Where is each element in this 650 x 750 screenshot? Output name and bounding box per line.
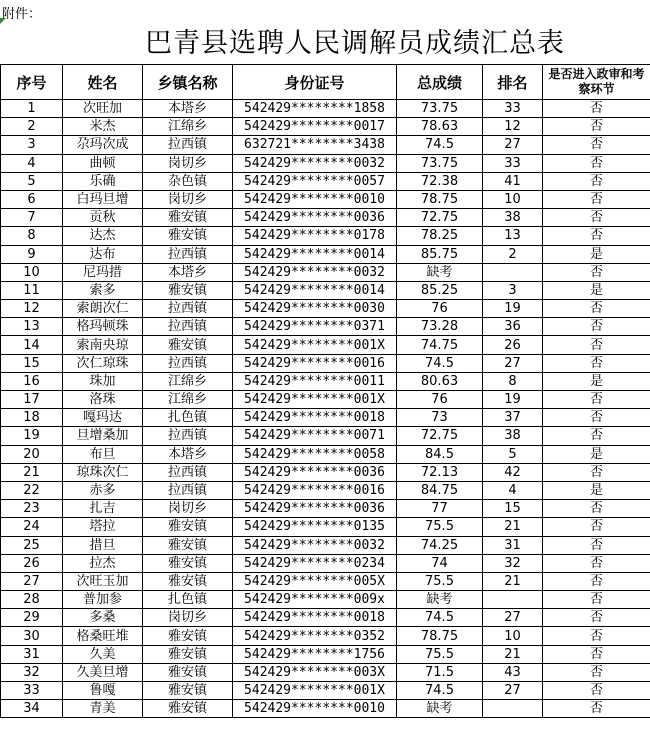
cell-index[interactable]: 21 xyxy=(1,463,63,481)
cell-rank[interactable] xyxy=(483,700,543,718)
cell-rank[interactable] xyxy=(483,591,543,609)
cell-name[interactable]: 索多 xyxy=(63,281,143,299)
cell-rank[interactable]: 38 xyxy=(483,427,543,445)
cell-township[interactable]: 扎色镇 xyxy=(143,409,233,427)
cell-advance-status[interactable]: 否 xyxy=(543,663,650,681)
cell-name[interactable]: 塔拉 xyxy=(63,518,143,536)
table-row xyxy=(1,263,650,281)
cell-township[interactable]: 江绵乡 xyxy=(143,372,233,390)
cell-index[interactable]: 25 xyxy=(1,536,63,554)
cell-id-number[interactable]: 542429********0010 xyxy=(233,190,397,208)
cell-id-number[interactable]: 542429********1756 xyxy=(233,645,397,663)
cell-township[interactable]: 江绵乡 xyxy=(143,118,233,136)
cell-total-score[interactable]: 74.75 xyxy=(397,336,483,354)
cell-id-number[interactable]: 542429********0018 xyxy=(233,409,397,427)
cell-total-score[interactable]: 72.38 xyxy=(397,172,483,190)
cell-id-number[interactable]: 542429********0036 xyxy=(233,500,397,518)
cell-advance-status[interactable]: 否 xyxy=(543,463,650,481)
cell-advance-status[interactable]: 否 xyxy=(543,172,650,190)
cell-township[interactable]: 本塔乡 xyxy=(143,445,233,463)
cell-total-score[interactable]: 74.25 xyxy=(397,536,483,554)
cell-total-score[interactable]: 75.5 xyxy=(397,572,483,590)
table-row xyxy=(1,627,650,645)
table-row xyxy=(1,209,650,227)
cell-name[interactable]: 达杰 xyxy=(63,227,143,245)
cell-total-score[interactable]: 77 xyxy=(397,500,483,518)
cell-advance-status[interactable]: 否 xyxy=(543,263,650,281)
cell-index[interactable]: 4 xyxy=(1,154,63,172)
cell-rank[interactable]: 10 xyxy=(483,190,543,208)
cell-township[interactable]: 雅安镇 xyxy=(143,227,233,245)
cell-rank[interactable]: 10 xyxy=(483,627,543,645)
cell-name[interactable]: 贡秋 xyxy=(63,209,143,227)
cell-total-score[interactable]: 缺考 xyxy=(397,700,483,718)
cell-index[interactable]: 10 xyxy=(1,263,63,281)
table-row xyxy=(1,154,650,172)
table-row xyxy=(1,354,650,372)
cell-total-score[interactable]: 78.75 xyxy=(397,627,483,645)
cell-township[interactable]: 雅安镇 xyxy=(143,645,233,663)
cell-index[interactable]: 7 xyxy=(1,209,63,227)
table-row xyxy=(1,227,650,245)
cell-advance-status[interactable]: 否 xyxy=(543,391,650,409)
cell-name[interactable]: 格玛顿珠 xyxy=(63,318,143,336)
cell-id-number[interactable]: 542429********1858 xyxy=(233,100,397,118)
table-row xyxy=(1,336,650,354)
cell-name[interactable]: 鲁嘎 xyxy=(63,682,143,700)
cell-total-score[interactable]: 74.5 xyxy=(397,136,483,154)
cell-advance-status[interactable]: 否 xyxy=(543,518,650,536)
cell-rank[interactable]: 26 xyxy=(483,336,543,354)
cell-index[interactable]: 28 xyxy=(1,591,63,609)
cell-name[interactable]: 次仁琼珠 xyxy=(63,354,143,372)
cell-name[interactable]: 布旦 xyxy=(63,445,143,463)
cell-advance-status[interactable]: 否 xyxy=(543,609,650,627)
cell-index[interactable]: 30 xyxy=(1,627,63,645)
cell-township[interactable]: 雅安镇 xyxy=(143,336,233,354)
cell-total-score[interactable]: 73 xyxy=(397,409,483,427)
cell-name[interactable]: 尼玛措 xyxy=(63,263,143,281)
cell-total-score[interactable]: 78.63 xyxy=(397,118,483,136)
cell-name[interactable]: 普加参 xyxy=(63,591,143,609)
cell-name[interactable]: 拉杰 xyxy=(63,554,143,572)
score-table xyxy=(0,64,650,718)
cell-rank[interactable]: 33 xyxy=(483,154,543,172)
cell-id-number[interactable]: 542429********0352 xyxy=(233,627,397,645)
cell-name[interactable]: 格桑旺堆 xyxy=(63,627,143,645)
cell-index[interactable]: 5 xyxy=(1,172,63,190)
table-row xyxy=(1,372,650,390)
cell-index[interactable]: 23 xyxy=(1,500,63,518)
cell-total-score[interactable]: 72.75 xyxy=(397,209,483,227)
cell-advance-status[interactable]: 否 xyxy=(543,627,650,645)
cell-township[interactable]: 雅安镇 xyxy=(143,700,233,718)
cell-township[interactable]: 扎色镇 xyxy=(143,591,233,609)
cell-township[interactable]: 雅安镇 xyxy=(143,209,233,227)
cell-id-number[interactable]: 632721********3438 xyxy=(233,136,397,154)
cell-rank[interactable]: 32 xyxy=(483,554,543,572)
cell-advance-status[interactable]: 否 xyxy=(543,682,650,700)
cell-index[interactable]: 14 xyxy=(1,336,63,354)
cell-rank[interactable]: 4 xyxy=(483,481,543,499)
cell-township[interactable]: 岗切乡 xyxy=(143,609,233,627)
table-row xyxy=(1,645,650,663)
cell-index[interactable]: 29 xyxy=(1,609,63,627)
table-row xyxy=(1,427,650,445)
cell-advance-status[interactable]: 否 xyxy=(543,427,650,445)
cell-rank[interactable]: 3 xyxy=(483,281,543,299)
cell-index[interactable]: 33 xyxy=(1,682,63,700)
header-name: 姓名 xyxy=(63,65,143,100)
table-row xyxy=(1,118,650,136)
cell-advance-status[interactable]: 否 xyxy=(543,591,650,609)
cell-total-score[interactable]: 74.5 xyxy=(397,609,483,627)
cell-index[interactable]: 18 xyxy=(1,409,63,427)
cell-id-number[interactable]: 542429********0016 xyxy=(233,481,397,499)
cell-rank[interactable]: 31 xyxy=(483,536,543,554)
cell-advance-status[interactable]: 否 xyxy=(543,700,650,718)
cell-advance-status[interactable]: 否 xyxy=(543,336,650,354)
cell-id-number[interactable]: 542429********0135 xyxy=(233,518,397,536)
cell-advance-status[interactable]: 否 xyxy=(543,318,650,336)
cell-total-score[interactable]: 74.5 xyxy=(397,354,483,372)
table-row xyxy=(1,445,650,463)
cell-rank[interactable]: 43 xyxy=(483,663,543,681)
cell-name[interactable]: 洛珠 xyxy=(63,391,143,409)
cell-total-score[interactable]: 80.63 xyxy=(397,372,483,390)
cell-advance-status[interactable]: 否 xyxy=(543,154,650,172)
cell-id-number[interactable]: 542429********0036 xyxy=(233,209,397,227)
cell-id-number[interactable]: 542429********001X xyxy=(233,682,397,700)
cell-rank[interactable]: 27 xyxy=(483,136,543,154)
cell-error-indicator-icon xyxy=(0,18,6,24)
cell-index[interactable]: 6 xyxy=(1,190,63,208)
cell-rank[interactable] xyxy=(483,263,543,281)
cell-index[interactable]: 32 xyxy=(1,663,63,681)
cell-index[interactable]: 27 xyxy=(1,572,63,590)
table-row xyxy=(1,572,650,590)
cell-advance-status[interactable]: 是 xyxy=(543,445,650,463)
cell-township[interactable]: 江绵乡 xyxy=(143,391,233,409)
cell-name[interactable]: 次旺玉加 xyxy=(63,572,143,590)
cell-total-score[interactable]: 74.5 xyxy=(397,682,483,700)
cell-total-score[interactable]: 缺考 xyxy=(397,591,483,609)
cell-advance-status[interactable]: 否 xyxy=(543,536,650,554)
cell-index[interactable]: 13 xyxy=(1,318,63,336)
header-row xyxy=(1,65,650,100)
cell-index[interactable]: 19 xyxy=(1,427,63,445)
cell-total-score[interactable]: 78.25 xyxy=(397,227,483,245)
cell-id-number[interactable]: 542429********0032 xyxy=(233,263,397,281)
cell-id-number[interactable]: 542429********005X xyxy=(233,572,397,590)
cell-rank[interactable]: 27 xyxy=(483,682,543,700)
table-row xyxy=(1,663,650,681)
cell-index[interactable]: 17 xyxy=(1,391,63,409)
cell-township[interactable]: 雅安镇 xyxy=(143,281,233,299)
cell-index[interactable]: 3 xyxy=(1,136,63,154)
cell-name[interactable]: 措旦 xyxy=(63,536,143,554)
cell-rank[interactable]: 2 xyxy=(483,245,543,263)
cell-township[interactable]: 拉西镇 xyxy=(143,245,233,263)
cell-name[interactable]: 嘎玛达 xyxy=(63,409,143,427)
cell-index[interactable]: 11 xyxy=(1,281,63,299)
cell-id-number[interactable]: 542429********0036 xyxy=(233,463,397,481)
cell-index[interactable]: 1 xyxy=(1,100,63,118)
cell-total-score[interactable]: 72.75 xyxy=(397,427,483,445)
cell-total-score[interactable]: 75.5 xyxy=(397,518,483,536)
cell-rank[interactable]: 21 xyxy=(483,572,543,590)
cell-rank[interactable]: 21 xyxy=(483,518,543,536)
cell-township[interactable]: 杂色镇 xyxy=(143,172,233,190)
cell-rank[interactable]: 27 xyxy=(483,354,543,372)
table-row xyxy=(1,554,650,572)
cell-id-number[interactable]: 542429********0032 xyxy=(233,536,397,554)
cell-rank[interactable]: 33 xyxy=(483,100,543,118)
attachment-label: 附件： xyxy=(2,7,42,22)
cell-id-number[interactable]: 542429********0178 xyxy=(233,227,397,245)
cell-township[interactable]: 本塔乡 xyxy=(143,263,233,281)
cell-township[interactable]: 岗切乡 xyxy=(143,500,233,518)
cell-id-number[interactable]: 542429********0011 xyxy=(233,372,397,390)
cell-township[interactable]: 拉西镇 xyxy=(143,463,233,481)
cell-index[interactable]: 9 xyxy=(1,245,63,263)
cell-rank[interactable]: 27 xyxy=(483,609,543,627)
cell-name[interactable]: 白玛旦增 xyxy=(63,190,143,208)
cell-name[interactable]: 旦增桑加 xyxy=(63,427,143,445)
cell-township[interactable]: 雅安镇 xyxy=(143,536,233,554)
cell-township[interactable]: 雅安镇 xyxy=(143,518,233,536)
cell-rank[interactable]: 12 xyxy=(483,118,543,136)
cell-advance-status[interactable]: 否 xyxy=(543,100,650,118)
cell-advance-status[interactable]: 否 xyxy=(543,500,650,518)
cell-index[interactable]: 20 xyxy=(1,445,63,463)
header-id-number: 身份证号 xyxy=(233,65,397,100)
cell-id-number[interactable]: 542429********001X xyxy=(233,391,397,409)
cell-advance-status[interactable]: 是 xyxy=(543,245,650,263)
table-row xyxy=(1,536,650,554)
table-row xyxy=(1,190,650,208)
cell-advance-status[interactable]: 否 xyxy=(543,354,650,372)
cell-rank[interactable]: 38 xyxy=(483,209,543,227)
cell-advance-status[interactable]: 否 xyxy=(543,409,650,427)
cell-rank[interactable]: 36 xyxy=(483,318,543,336)
cell-id-number[interactable]: 542429********0017 xyxy=(233,118,397,136)
cell-township[interactable]: 雅安镇 xyxy=(143,554,233,572)
cell-rank[interactable]: 15 xyxy=(483,500,543,518)
cell-name[interactable]: 次旺加 xyxy=(63,100,143,118)
cell-id-number[interactable]: 542429********0057 xyxy=(233,172,397,190)
cell-id-number[interactable]: 542429********0014 xyxy=(233,245,397,263)
cell-township[interactable]: 岗切乡 xyxy=(143,190,233,208)
cell-name[interactable]: 曲顿 xyxy=(63,154,143,172)
table-row xyxy=(1,391,650,409)
cell-index[interactable]: 31 xyxy=(1,645,63,663)
cell-index[interactable]: 2 xyxy=(1,118,63,136)
table-row xyxy=(1,172,650,190)
cell-rank[interactable]: 5 xyxy=(483,445,543,463)
cell-name[interactable]: 达布 xyxy=(63,245,143,263)
cell-township[interactable]: 本塔乡 xyxy=(143,100,233,118)
cell-id-number[interactable]: 542429********0071 xyxy=(233,427,397,445)
cell-township[interactable]: 雅安镇 xyxy=(143,682,233,700)
cell-rank[interactable]: 8 xyxy=(483,372,543,390)
cell-advance-status[interactable]: 是 xyxy=(543,281,650,299)
page-title: 巴青县选聘人民调解员成绩汇总表 xyxy=(145,28,565,59)
cell-rank[interactable]: 41 xyxy=(483,172,543,190)
cell-id-number[interactable]: 542429********0032 xyxy=(233,154,397,172)
cell-advance-status[interactable]: 否 xyxy=(543,136,650,154)
cell-name[interactable]: 青美 xyxy=(63,700,143,718)
cell-township[interactable]: 拉西镇 xyxy=(143,481,233,499)
cell-name[interactable]: 久美旦增 xyxy=(63,663,143,681)
cell-township[interactable]: 雅安镇 xyxy=(143,627,233,645)
table-body xyxy=(1,100,650,718)
cell-total-score[interactable]: 71.5 xyxy=(397,663,483,681)
cell-advance-status[interactable]: 否 xyxy=(543,118,650,136)
header-advance-status: 是否进入政审和考察环节 xyxy=(543,65,650,100)
cell-index[interactable]: 22 xyxy=(1,481,63,499)
header-rank: 排名 xyxy=(483,65,543,100)
cell-total-score[interactable]: 75.5 xyxy=(397,645,483,663)
cell-township[interactable]: 雅安镇 xyxy=(143,572,233,590)
table-row xyxy=(1,609,650,627)
cell-advance-status[interactable]: 否 xyxy=(543,300,650,318)
table-row xyxy=(1,682,650,700)
cell-index[interactable]: 12 xyxy=(1,300,63,318)
table-row xyxy=(1,300,650,318)
cell-township[interactable]: 拉西镇 xyxy=(143,136,233,154)
cell-name[interactable]: 索朗次仁 xyxy=(63,300,143,318)
cell-total-score[interactable]: 84.5 xyxy=(397,445,483,463)
table-row xyxy=(1,700,650,718)
header-index: 序号 xyxy=(1,65,63,100)
cell-index[interactable]: 8 xyxy=(1,227,63,245)
cell-advance-status[interactable]: 是 xyxy=(543,372,650,390)
cell-rank[interactable]: 42 xyxy=(483,463,543,481)
cell-advance-status[interactable]: 是 xyxy=(543,481,650,499)
cell-index[interactable]: 34 xyxy=(1,700,63,718)
cell-id-number[interactable]: 542429********0016 xyxy=(233,354,397,372)
cell-rank[interactable]: 21 xyxy=(483,645,543,663)
cell-index[interactable]: 26 xyxy=(1,554,63,572)
cell-name[interactable]: 索南央琼 xyxy=(63,336,143,354)
cell-township[interactable]: 雅安镇 xyxy=(143,663,233,681)
cell-index[interactable]: 24 xyxy=(1,518,63,536)
cell-name[interactable]: 琼珠次仁 xyxy=(63,463,143,481)
cell-id-number[interactable]: 542429********009x xyxy=(233,591,397,609)
cell-advance-status[interactable]: 否 xyxy=(543,645,650,663)
cell-id-number[interactable]: 542429********0010 xyxy=(233,700,397,718)
cell-total-score[interactable]: 76 xyxy=(397,300,483,318)
cell-name[interactable]: 乐确 xyxy=(63,172,143,190)
cell-total-score[interactable]: 85.25 xyxy=(397,281,483,299)
cell-rank[interactable]: 19 xyxy=(483,300,543,318)
cell-total-score[interactable]: 缺考 xyxy=(397,263,483,281)
cell-name[interactable]: 多桑 xyxy=(63,609,143,627)
cell-township[interactable]: 岗切乡 xyxy=(143,154,233,172)
cell-total-score[interactable]: 74 xyxy=(397,554,483,572)
cell-rank[interactable]: 19 xyxy=(483,391,543,409)
cell-id-number[interactable]: 542429********0234 xyxy=(233,554,397,572)
cell-id-number[interactable]: 542429********0018 xyxy=(233,609,397,627)
cell-advance-status[interactable]: 否 xyxy=(543,190,650,208)
cell-name[interactable]: 尕玛次成 xyxy=(63,136,143,154)
table-row xyxy=(1,518,650,536)
cell-township[interactable]: 拉西镇 xyxy=(143,318,233,336)
cell-advance-status[interactable]: 否 xyxy=(543,554,650,572)
cell-id-number[interactable]: 542429********0030 xyxy=(233,300,397,318)
table-row xyxy=(1,481,650,499)
cell-township[interactable]: 拉西镇 xyxy=(143,427,233,445)
cell-total-score[interactable]: 73.28 xyxy=(397,318,483,336)
cell-name[interactable]: 赤多 xyxy=(63,481,143,499)
cell-name[interactable]: 珠加 xyxy=(63,372,143,390)
cell-index[interactable]: 16 xyxy=(1,372,63,390)
cell-index[interactable]: 15 xyxy=(1,354,63,372)
cell-id-number[interactable]: 542429********003X xyxy=(233,663,397,681)
cell-name[interactable]: 米杰 xyxy=(63,118,143,136)
table-row xyxy=(1,245,650,263)
cell-total-score[interactable]: 72.13 xyxy=(397,463,483,481)
table-row xyxy=(1,100,650,118)
table-row xyxy=(1,463,650,481)
cell-id-number[interactable]: 542429********001X xyxy=(233,336,397,354)
table-row xyxy=(1,591,650,609)
cell-id-number[interactable]: 542429********0058 xyxy=(233,445,397,463)
cell-advance-status[interactable]: 否 xyxy=(543,209,650,227)
cell-total-score[interactable]: 84.75 xyxy=(397,481,483,499)
cell-total-score[interactable]: 73.75 xyxy=(397,154,483,172)
table-row xyxy=(1,500,650,518)
cell-township[interactable]: 拉西镇 xyxy=(143,300,233,318)
cell-name[interactable]: 久美 xyxy=(63,645,143,663)
cell-rank[interactable]: 37 xyxy=(483,409,543,427)
table-row xyxy=(1,409,650,427)
table-row xyxy=(1,136,650,154)
cell-total-score[interactable]: 78.75 xyxy=(397,190,483,208)
cell-advance-status[interactable]: 否 xyxy=(543,227,650,245)
cell-township[interactable]: 拉西镇 xyxy=(143,354,233,372)
cell-advance-status[interactable]: 否 xyxy=(543,572,650,590)
cell-id-number[interactable]: 542429********0014 xyxy=(233,281,397,299)
cell-total-score[interactable]: 85.75 xyxy=(397,245,483,263)
cell-id-number[interactable]: 542429********0371 xyxy=(233,318,397,336)
header-township: 乡镇名称 xyxy=(143,65,233,100)
cell-total-score[interactable]: 76 xyxy=(397,391,483,409)
cell-rank[interactable]: 13 xyxy=(483,227,543,245)
header-total-score: 总成绩 xyxy=(397,65,483,100)
table-row xyxy=(1,281,650,299)
table-row xyxy=(1,318,650,336)
cell-total-score[interactable]: 73.75 xyxy=(397,100,483,118)
cell-name[interactable]: 扎吉 xyxy=(63,500,143,518)
